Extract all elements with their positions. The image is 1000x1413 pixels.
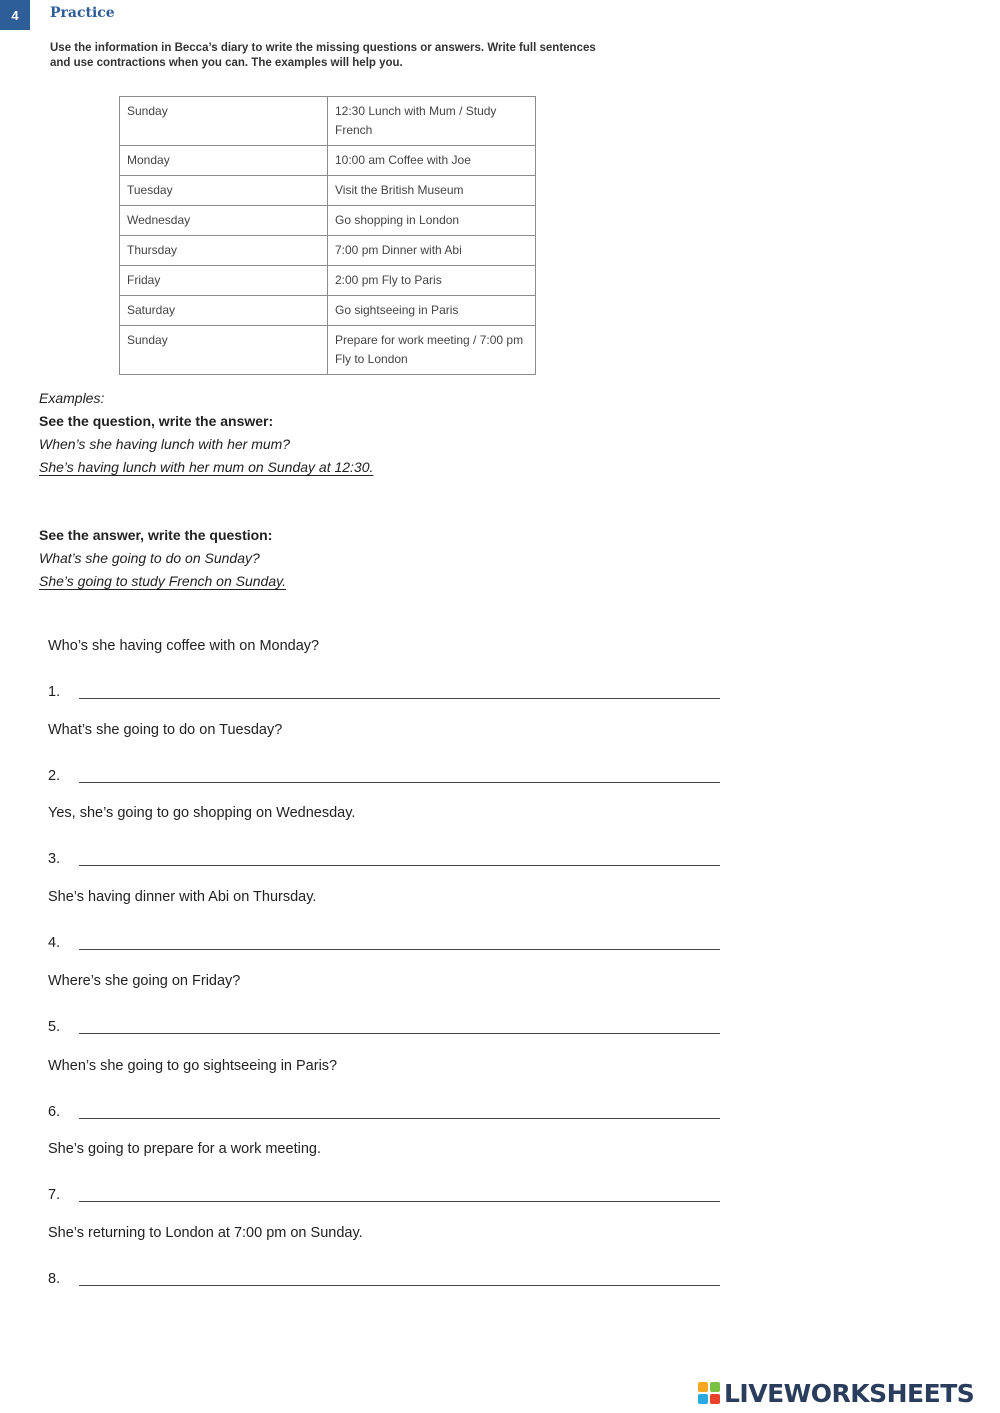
exercise-prompt: When’s she going to go sightseeing in Paris? xyxy=(48,1058,338,1074)
diary-day: Tuesday xyxy=(120,176,328,206)
diary-day: Sunday xyxy=(120,97,328,146)
diary-row xyxy=(120,296,536,326)
diary-row xyxy=(120,97,536,146)
answer-line[interactable] xyxy=(79,1201,720,1202)
examples-answer-question: She’s going to study French on Sunday. xyxy=(39,573,286,589)
diary-plan: Go shopping in London xyxy=(328,206,536,236)
logo-mark-icon xyxy=(698,1382,720,1404)
diary-plan: 12:30 Lunch with Mum / Study French xyxy=(328,97,536,146)
examples-answer-text: What’s she going to do on Sunday? xyxy=(39,550,260,566)
answer-line[interactable] xyxy=(79,865,720,866)
instructions-line-2: and use contractions when you can. The examples will help you. xyxy=(50,57,403,69)
answer-line[interactable] xyxy=(79,1118,720,1119)
exercise-prompt: She’s having dinner with Abi on Thursday. xyxy=(48,889,317,905)
diary-row xyxy=(120,176,536,206)
diary-day: Wednesday xyxy=(120,206,328,236)
diary-plan: Prepare for work meeting / 7:00 pm Fly to London xyxy=(328,326,536,375)
exercise-number: 5. xyxy=(48,1019,61,1035)
diary-row xyxy=(120,206,536,236)
exercise-prompt: She’s returning to London at 7:00 pm on Sunday. xyxy=(48,1225,363,1241)
diary-row xyxy=(120,266,536,296)
diary-day: Thursday xyxy=(120,236,328,266)
examples-question-answer: She’s having lunch with her mum on Sunday at 12:30. xyxy=(39,459,374,475)
diary-row xyxy=(120,326,536,375)
exercise-prompt: Who’s she having coffee with on Monday? xyxy=(48,638,320,654)
exercise-number: 6. xyxy=(48,1104,61,1120)
section-number-badge: 4 xyxy=(0,0,30,30)
exercise-number: 7. xyxy=(48,1187,61,1203)
diary-plan: 7:00 pm Dinner with Abi xyxy=(328,236,536,266)
diary-day: Friday xyxy=(120,266,328,296)
diary-day: Monday xyxy=(120,146,328,176)
exercise-number: 1. xyxy=(48,684,61,700)
diary-plan: Go sightseeing in Paris xyxy=(328,296,536,326)
instructions-line-1: Use the information in Becca’s diary to write the missing questions or answers. Write full sentences xyxy=(50,42,596,54)
exercise-prompt: Yes, she’s going to go shopping on Wednesday. xyxy=(48,805,356,821)
diary-plan: 10:00 am Coffee with Joe xyxy=(328,146,536,176)
examples-block xyxy=(39,387,373,593)
answer-line[interactable] xyxy=(79,782,720,783)
diary-plan: Visit the British Museum xyxy=(328,176,536,206)
liveworksheets-logo xyxy=(698,1378,974,1408)
exercise-prompt: She’s going to prepare for a work meeting. xyxy=(48,1141,321,1157)
answer-line[interactable] xyxy=(79,698,720,699)
diary-day: Sunday xyxy=(120,326,328,375)
diary-table xyxy=(119,96,536,375)
answer-line[interactable] xyxy=(79,1033,720,1034)
exercise-prompt: Where’s she going on Friday? xyxy=(48,973,241,989)
diary-row xyxy=(120,236,536,266)
examples-answer-heading: See the answer, write the question: xyxy=(39,527,273,543)
examples-label: Examples: xyxy=(39,390,105,406)
answer-line[interactable] xyxy=(79,949,720,950)
exercise-prompt: What’s she going to do on Tuesday? xyxy=(48,722,283,738)
section-title: Practice xyxy=(50,5,115,21)
examples-question-heading: See the question, write the answer: xyxy=(39,413,274,429)
answer-line[interactable] xyxy=(79,1285,720,1286)
exercise-number: 2. xyxy=(48,768,61,784)
diary-row xyxy=(120,146,536,176)
diary-day: Saturday xyxy=(120,296,328,326)
exercise-number: 8. xyxy=(48,1271,61,1287)
diary-plan: 2:00 pm Fly to Paris xyxy=(328,266,536,296)
exercise-number: 3. xyxy=(48,851,61,867)
exercise-number: 4. xyxy=(48,935,61,951)
examples-question-text: When’s she having lunch with her mum? xyxy=(39,436,291,452)
instructions xyxy=(50,41,630,71)
logo-text: LIVEWORKSHEETS xyxy=(724,1378,975,1408)
